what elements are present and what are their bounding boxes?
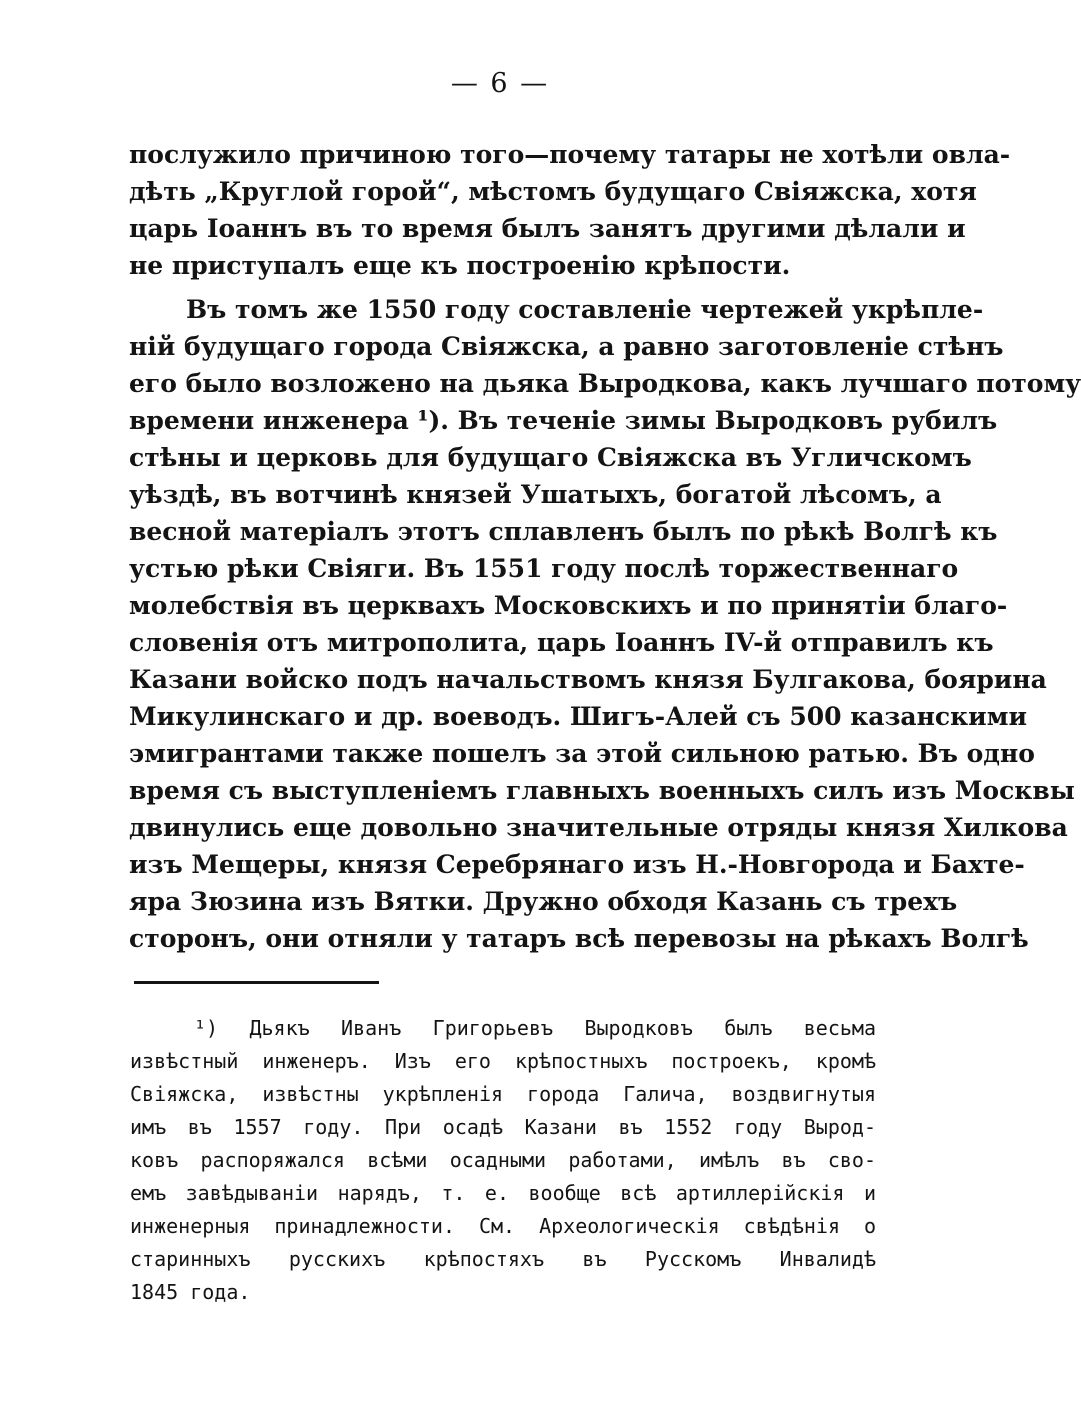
text-line: молебствія въ церквахъ Московскихъ и по принятіи благо- [129,591,1008,620]
footnote-line: Свіяжска, извѣстны укрѣпленія города Галича, воздвигнутыя [130,1082,876,1106]
footnote-line: емъ завѣдываніи нарядъ, т. е. вообще всѣ артиллерійскія и [130,1181,876,1205]
text-line: яра Зюзина изъ Вятки. Дружно обходя Казань съ трехъ [129,887,958,916]
text-line: изъ Мещеры, князя Серебрянаго изъ Н.-Новгорода и Бахте- [129,850,1025,879]
footnote-line: ковъ распоряжался всѣми осадными работами, имѣлъ въ сво- [130,1148,876,1172]
footnote-line: имъ въ 1557 году. При осадѣ Казани въ 1552 году Вырод- [130,1115,876,1139]
text-line: ній будущаго города Свіяжска, а равно заготовленіе стѣнъ [129,332,1004,361]
text-line: Казани войско подъ начальствомъ князя Булгакова, боярина [129,665,1047,694]
text-line: царь Іоаннъ въ то время былъ занятъ другими дѣлали и [129,214,966,243]
footnote-divider [134,981,379,984]
footnote [130,1012,876,1309]
page-number: — 6 — [450,68,550,99]
text-line: дѣть „Круглой горой“, мѣстомъ будущаго Свіяжска, хотя [129,177,977,206]
footnote-line: старинныхъ русскихъ крѣпостяхъ въ Русскомъ Инвалидѣ [130,1247,876,1271]
footnote-line: инженерныя принадлежности. См. Археологическія свѣдѣнія о [130,1214,876,1238]
text-line: эмигрантами также пошелъ за этой сильною ратью. Въ одно [129,739,1035,768]
footnote-line: ¹) Дьякъ Иванъ Григорьевъ Выродковъ былъ весьма [194,1016,876,1040]
text-line: Микулинскаго и др. воеводъ. Шигъ-Алей съ 500 казанскими [129,702,1027,731]
footnote-line: 1845 года. [130,1280,251,1304]
text-line: не приступалъ еще къ построенію крѣпости. [129,251,791,280]
text-line: весной матеріалъ этотъ сплавленъ былъ по рѣкѣ Волгѣ къ [129,517,998,546]
text-line: устью рѣки Свіяги. Въ 1551 году послѣ торжественнаго [129,554,959,583]
text-line: Въ томъ же 1550 году составленіе чертежей укрѣпле- [186,295,984,324]
text-line: уѣздѣ, въ вотчинѣ князей Ушатыхъ, богатой лѣсомъ, а [129,480,942,509]
main-text [129,136,1081,957]
text-line: сторонъ, они отняли у татаръ всѣ перевозы на рѣкахъ Волгѣ [129,924,1029,953]
footnote-line: извѣстный инженеръ. Изъ его крѣпостныхъ построекъ, кромѣ [130,1049,876,1073]
text-line: времени инженера ¹). Въ теченіе зимы Выродковъ рубилъ [129,406,998,435]
text-line: послужило причиною того—почему татары не хотѣли овла- [129,140,1011,169]
text-line: стѣны и церковь для будущаго Свіяжска въ Угличскомъ [129,443,972,472]
text-line: словенія отъ митрополита, царь Іоаннъ IV-й отправилъ къ [129,628,994,657]
text-line: его было возложено на дьяка Выродкова, какъ лучшаго потому [129,369,1081,398]
text-line: двинулись еще довольно значительные отряды князя Хилкова [129,813,1068,842]
text-line: время съ выступленіемъ главныхъ военныхъ силъ изъ Москвы [129,776,1075,805]
